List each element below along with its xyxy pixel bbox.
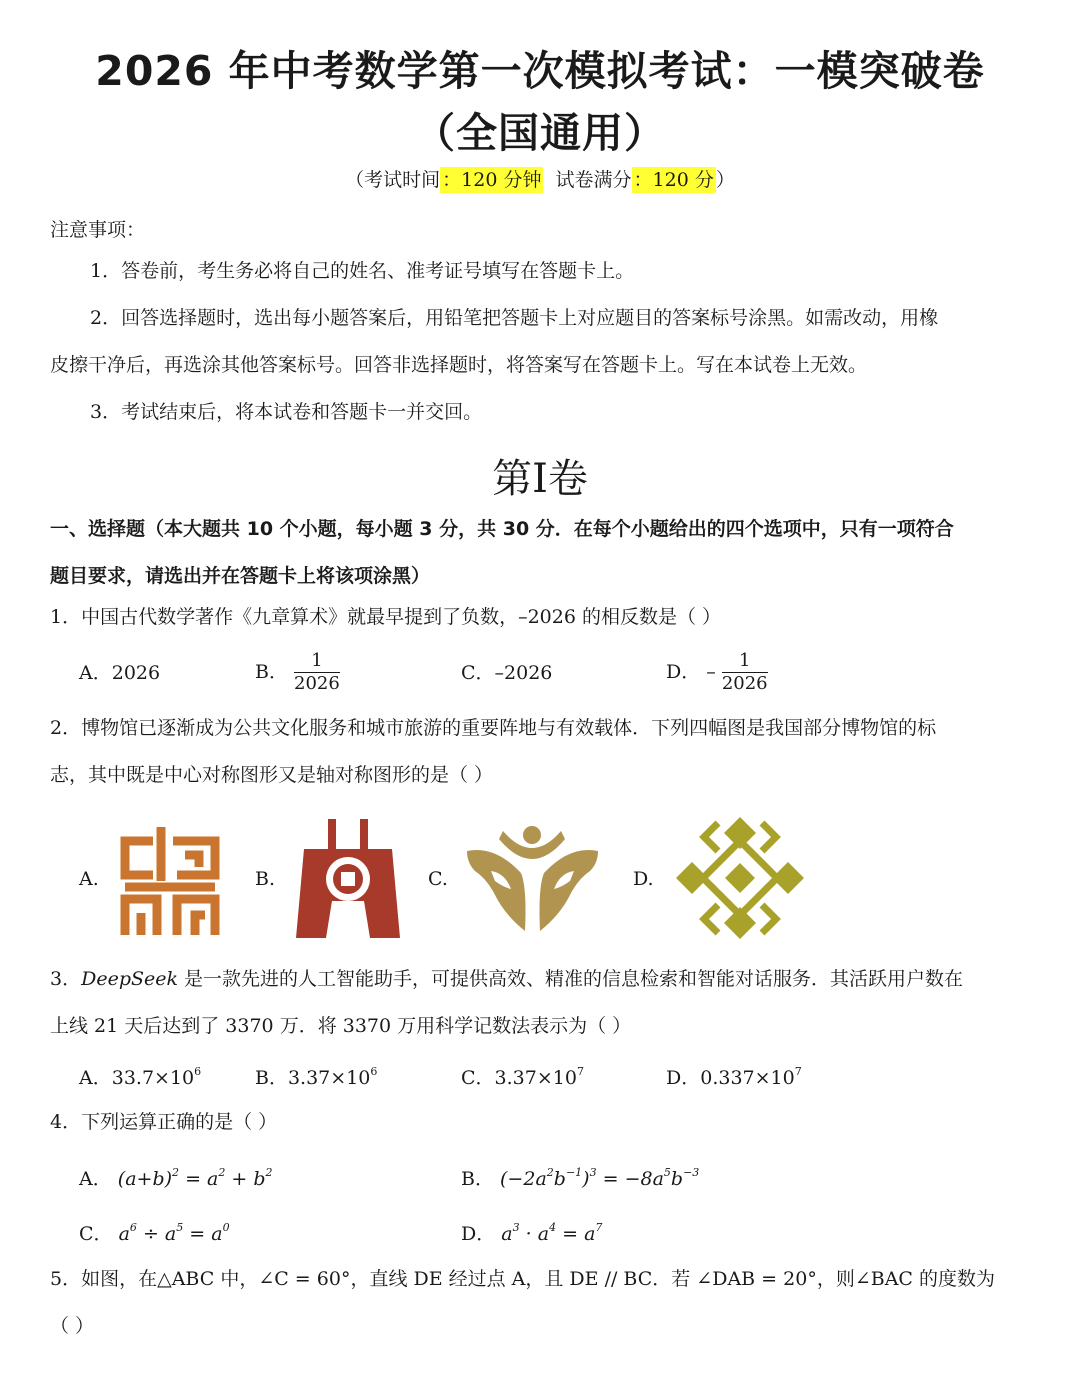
q4-option-d [461,1222,602,1244]
q1-d-fraction [722,652,768,693]
q3-option-d [666,1066,802,1088]
q2-stem-line1: 2．博物馆已逐渐成为公共文化服务和城市旅游的重要阵地与有效载体．下列四幅图是我国部分博物馆的标 [50,717,937,739]
q1-b-denominator: 2026 [294,673,340,694]
notice-item-2-line2: 皮擦干净后，再选涂其他答案标号。回答非选择题时，将答案写在答题卡上。写在本试卷上无效。 [50,354,868,376]
q4-c-label: C． [79,1223,113,1245]
q3-c-exp: 7 [576,1065,584,1078]
exam-title-line1: 2026 年中考数学第一次模拟考试：一模突破卷 [95,47,985,95]
q1-option-a [79,664,160,683]
q1-d-sign: – [706,661,716,683]
q2-c-label: C. [428,868,448,890]
q3-b-label: B． [255,1067,288,1089]
q3-option-a [79,1066,201,1088]
q4-option-b [461,1167,699,1189]
q1-option-c [461,664,552,683]
q3-d-exp: 7 [794,1065,802,1078]
exam-info-mid: 试卷满分 [543,169,632,191]
exam-time: ：120 分钟 [442,169,542,191]
q1-d-denominator: 2026 [721,673,768,694]
q2-d-label: D. [633,868,654,890]
q1-option-b [255,652,340,693]
notice-heading: 注意事项： [50,219,146,241]
q1-d-label: D． [666,661,701,683]
notice-item-2-line1: 2．回答选择题时，选出每小题答案后，用铅笔把答题卡上对应题目的答案标号涂黑。如需改动，用橡 [90,307,939,329]
q3-stem-rest: 是一款先进的人工智能助手，可提供高效、精准的信息检索和智能对话服务．其活跃用户数在 [178,968,964,990]
notice-item-1: 1．答卷前，考生务必将自己的姓名、准考证号填写在答题卡上。 [90,260,635,282]
q3-option-b [255,1066,377,1088]
q1-c-label: C． [461,662,495,684]
q2-b-label: B. [255,868,276,890]
q3-brand: DeepSeek [81,968,178,990]
q2-stem-line2: 志，其中既是中心对称图形又是轴对称图形的是（ ） [50,764,494,786]
q4-d-formula: $a^3 \cdot a^4 = a^7$ [501,1221,603,1245]
volume-heading: 第I卷 [492,456,588,502]
q3-number: 3． [50,968,82,990]
q1-option-d [666,652,768,693]
q3-d-label: D． [666,1067,701,1089]
q1-a-value: 2026 [111,662,161,684]
q3-a-exp: 6 [194,1065,202,1078]
notice-item-3: 3．考试结束后，将本试卷和答题卡一并交回。 [90,401,483,423]
exam-info [0,165,1080,192]
section-heading-line2: 题目要求，请选出并在答题卡上将该项涂黑） [50,565,431,587]
q3-c-label: C． [461,1067,495,1089]
q1-d-numerator: 1 [722,652,768,673]
q3-b-base: 3.37×10 [287,1067,371,1089]
q3-option-c [461,1066,584,1088]
museum-logo-c-icon [465,825,600,932]
q4-a-label: A． [79,1168,112,1190]
q3-stem-line2: 上线 21 天后达到了 3370 万．将 3370 万用科学记数法表示为（ ） [50,1015,632,1037]
q4-b-formula: $(-2a^2b^{-1})^3 = -8a^5b^{-3}$ [500,1166,700,1190]
q1-c-value: –2026 [494,662,553,684]
q5-stem-line1: 5．如图，在△ABC 中，∠C = 60°，直线 DE 经过点 A，且 DE // BC．若 ∠DAB = 20°，则∠BAC 的度数为 [50,1268,996,1290]
q4-b-label: B． [461,1168,494,1190]
q2-a-label: A. [79,868,99,890]
q3-a-label: A． [79,1067,112,1089]
exam-info-open: （考试时间 [345,169,441,191]
q4-d-label: D． [461,1223,496,1245]
q5-stem-line2: （ ） [50,1315,95,1337]
q1-b-fraction [294,652,340,693]
exam-info-close: ） [715,169,735,191]
q1-stem: 1．中国古代数学著作《九章算术》就最早提到了负数，–2026 的相反数是（ ） [50,606,722,628]
exam-score: ：120 分 [633,169,714,191]
q1-b-numerator: 1 [294,652,340,673]
q1-b-label: B． [255,661,288,683]
q1-a-label: A． [79,662,112,684]
museum-logo-a-icon [117,823,223,936]
q4-option-c [79,1222,230,1244]
museum-logo-d-icon [674,815,806,941]
q3-b-exp: 6 [370,1065,378,1078]
q3-c-base: 3.37×10 [494,1067,577,1089]
q4-c-formula: $a^6 \div a^5 = a^0$ [118,1221,230,1245]
q4-a-formula: $(a+b)^2 = a^2 + b^2$ [117,1166,273,1190]
museum-logo-b-icon [294,817,402,938]
q4-stem: 4．下列运算正确的是（ ） [50,1111,278,1133]
q4-option-a [79,1167,273,1189]
q3-a-base: 33.7×10 [111,1067,195,1089]
exam-title-line2: （全国通用） [414,109,666,157]
section-heading-line1: 一、选择题（本大题共 10 个小题，每小题 3 分，共 30 分．在每个小题给出的四个选项中，只有一项符合 [50,518,954,540]
q3-stem-line1 [50,970,963,989]
q3-d-base: 0.337×10 [700,1067,795,1089]
